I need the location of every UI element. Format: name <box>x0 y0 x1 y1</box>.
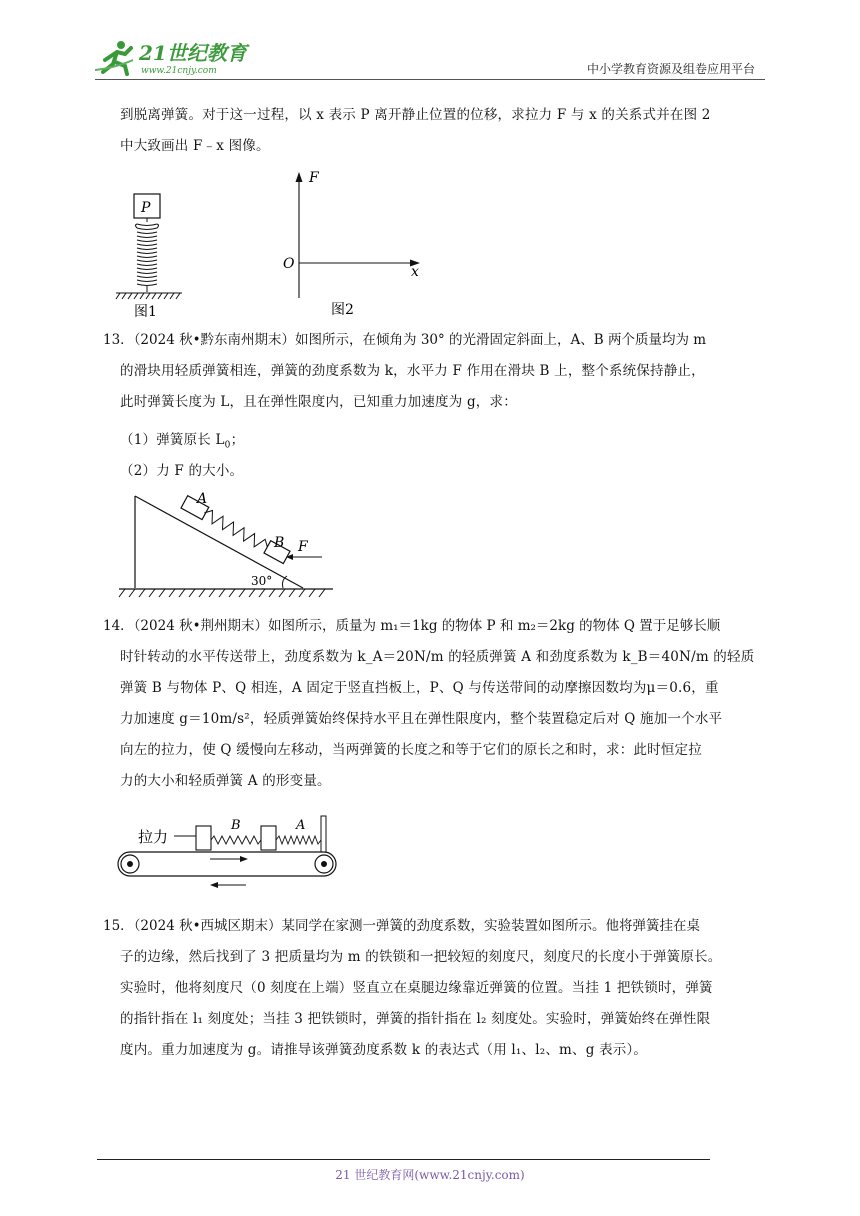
q14-line-3: 弹簧 B 与物体 P、Q 相连，A 固定于竖直挡板上，P、Q 与传送带间的动摩擦因数均为μ＝0.6，重 <box>120 680 719 696</box>
axis-f-label: F <box>309 170 319 186</box>
block-p-label: P <box>141 200 151 216</box>
q13-line-1: 13．（2024 秋•黔东南州期末）如图所示，在倾角为 30° 的光滑固定斜面上，A、B 两个质量均为 m <box>103 332 707 348</box>
spring-a-label: A <box>296 818 306 833</box>
ground-hatch <box>116 293 182 299</box>
header-divider <box>95 79 765 80</box>
spring-b <box>211 836 261 844</box>
incline-spring <box>201 508 270 553</box>
q14-line-4: 力加速度 g＝10m/s²，轻质弹簧始终保持水平且在弹性限度内，整个装置稳定后对 Q 施加一个水平 <box>120 711 723 727</box>
q14-line-5: 向左的拉力，使 Q 缓慢向左移动，当两弹簧的长度之和等于它们的原长之和时，求：此时恒定拉 <box>120 742 702 758</box>
q13-line-3: 此时弹簧长度为 L，且在弹性限度内，已知重力加速度为 g，求： <box>120 394 517 410</box>
q14-number: 14． <box>103 618 134 634</box>
q13-number: 13． <box>103 332 134 348</box>
spring-a <box>276 836 321 844</box>
q15-line-3: 实验时，他将刻度尺（0 刻度在上端）竖直立在桌腿边缘靠近弹簧的位置。当挂 1 把铁锁时，弹簧 <box>120 980 713 996</box>
platform-label: 中小学教育资源及组卷应用平台 <box>586 62 755 76</box>
q15-line-4: 的指针指在 l₁ 刻度处；当挂 3 把铁锁时，弹簧的指针指在 l₂ 刻度处。实验时，弹簧始终在弹性限 <box>120 1011 711 1027</box>
q15-line-2: 子的边缘，然后找到了 3 把质量均为 m 的铁锁和一把较短的刻度尺，刻度尺的长度小于弹簧原长。 <box>120 949 722 965</box>
site-logo <box>95 38 260 82</box>
intro-line-2: 中大致画出 F﹣x 图像。 <box>120 138 270 154</box>
angle-label: 30° <box>251 574 273 588</box>
q14-line-1: 14．（2024 秋•荆州期末）如图所示，质量为 m₁＝1kg 的物体 P 和 m₂＝2kg 的物体 Q 置于足够长顺 <box>103 618 721 634</box>
q15-number: 15． <box>103 918 134 934</box>
origin-label: O <box>283 256 295 272</box>
incline-figure <box>115 490 340 608</box>
block-q <box>196 826 211 850</box>
pull-label: 拉力 <box>138 828 169 846</box>
q15-line-5: 度内。重力加速度为 g。请推导该弹簧劲度系数 k 的表达式（用 l₁、l₂、m、g 表示）。 <box>120 1042 648 1058</box>
f-x-axes <box>296 172 421 298</box>
q13-sub-2: （2）力 F 的大小。 <box>120 463 244 479</box>
q15-line-1: 15．（2024 秋•西城区期末）某同学在家测一弹簧的劲度系数，实验装置如图所示。他将弹簧挂在桌 <box>103 918 701 934</box>
q14-line-6: 力的大小和轻质弹簧 A 的形变量。 <box>120 773 331 789</box>
block-p-conveyor <box>261 826 276 850</box>
logo-url: www.21cnjy.com <box>141 66 217 76</box>
vertical-spring <box>136 218 159 292</box>
fig2-caption: 图2 <box>331 302 354 318</box>
q13-line-2: 的滑块用轻质弹簧相连，弹簧的劲度系数为 k，水平力 F 作用在滑块 B 上，整个系统保持静止， <box>120 363 705 379</box>
q14-line-2: 时针转动的水平传送带上，劲度系数为 k_A＝20N/m 的轻质弹簧 A 和劲度系数为 k_B＝40N/m 的轻质 <box>120 649 755 665</box>
vertical-baffle <box>321 816 326 852</box>
spring-b-label: B <box>231 818 241 833</box>
figure-1-2 <box>110 168 440 320</box>
footer-text: 21 世纪教育网(www.21cnjy.com) <box>335 1168 525 1182</box>
label-a: A <box>197 491 208 507</box>
conveyor-figure <box>110 812 350 892</box>
intro-line-1: 到脱离弹簧。对于这一过程，以 x 表示 P 离开静止位置的位移，求拉力 F 与 x 的关系式并在图 2 <box>120 107 711 123</box>
runner-logo-icon <box>95 41 133 74</box>
axis-x-label: x <box>411 264 419 280</box>
label-f: F <box>298 539 308 555</box>
fig1-caption: 图1 <box>134 304 157 320</box>
footer-divider <box>97 1159 710 1160</box>
incline-ground-hatch <box>119 589 325 597</box>
q13-sub-1: （1）弹簧原长 $L_0$； <box>120 432 245 451</box>
label-b: B <box>274 535 285 551</box>
logo-text: 21世纪教育 <box>139 41 247 65</box>
